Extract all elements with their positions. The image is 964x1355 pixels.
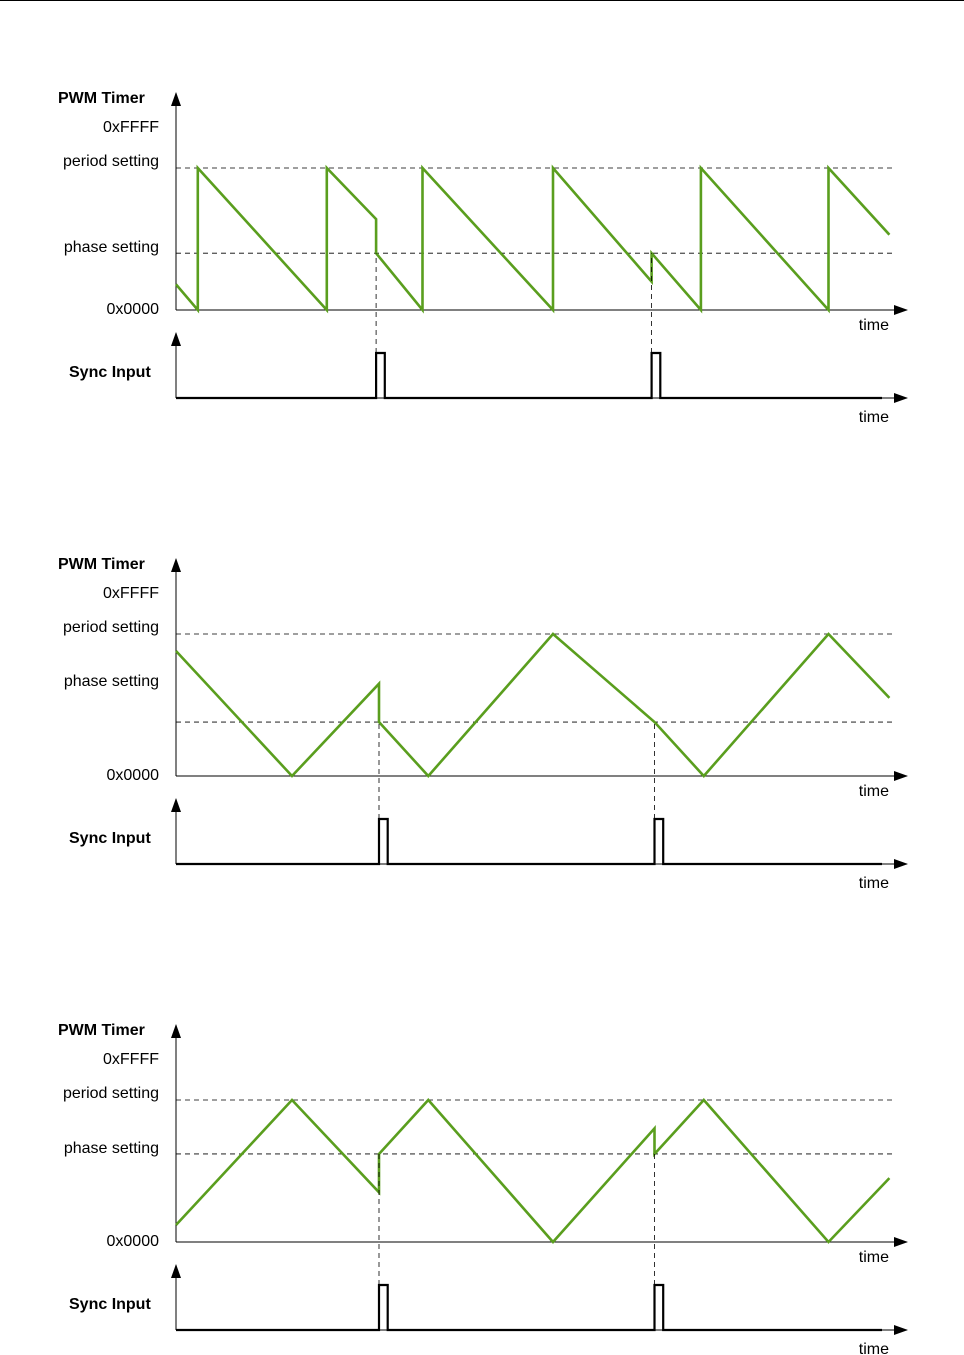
diagram-up-count [58, 90, 907, 426]
sync-time-label: time [858, 875, 889, 892]
timer-waveform [176, 634, 889, 776]
sync-title: Sync Input [69, 364, 151, 381]
timer-waveform [176, 168, 889, 310]
sync-time-label: time [858, 1341, 889, 1355]
max-label: 0xFFFF [103, 585, 159, 602]
timer-time-label: time [858, 783, 889, 800]
zero-label: 0x0000 [106, 301, 159, 318]
period-label: period setting [62, 1085, 159, 1102]
sync-time-label: time [858, 409, 889, 426]
timer-time-label: time [858, 317, 889, 334]
sync-waveform [176, 819, 882, 864]
timer-title: PWM Timer [58, 1022, 145, 1039]
zero-label: 0x0000 [106, 767, 159, 784]
phase-label: phase setting [63, 1139, 159, 1157]
max-label: 0xFFFF [103, 119, 159, 136]
diagram-up-down-count-a [58, 556, 907, 892]
max-label: 0xFFFF [103, 1051, 159, 1068]
timer-title: PWM Timer [58, 90, 145, 107]
timer-time-label: time [858, 1249, 889, 1266]
diagram-up-down-count-b [58, 1022, 907, 1355]
period-label: period setting [62, 619, 159, 636]
sync-title: Sync Input [69, 830, 151, 847]
phase-label: phase setting [63, 239, 159, 257]
sync-waveform [176, 1285, 882, 1330]
sync-waveform [176, 353, 882, 398]
sync-title: Sync Input [69, 1296, 151, 1313]
zero-label: 0x0000 [106, 1233, 159, 1250]
timer-title: PWM Timer [58, 556, 145, 573]
timer-waveform [176, 1100, 889, 1242]
phase-label: phase setting [63, 673, 159, 690]
period-label: period setting [62, 153, 159, 170]
